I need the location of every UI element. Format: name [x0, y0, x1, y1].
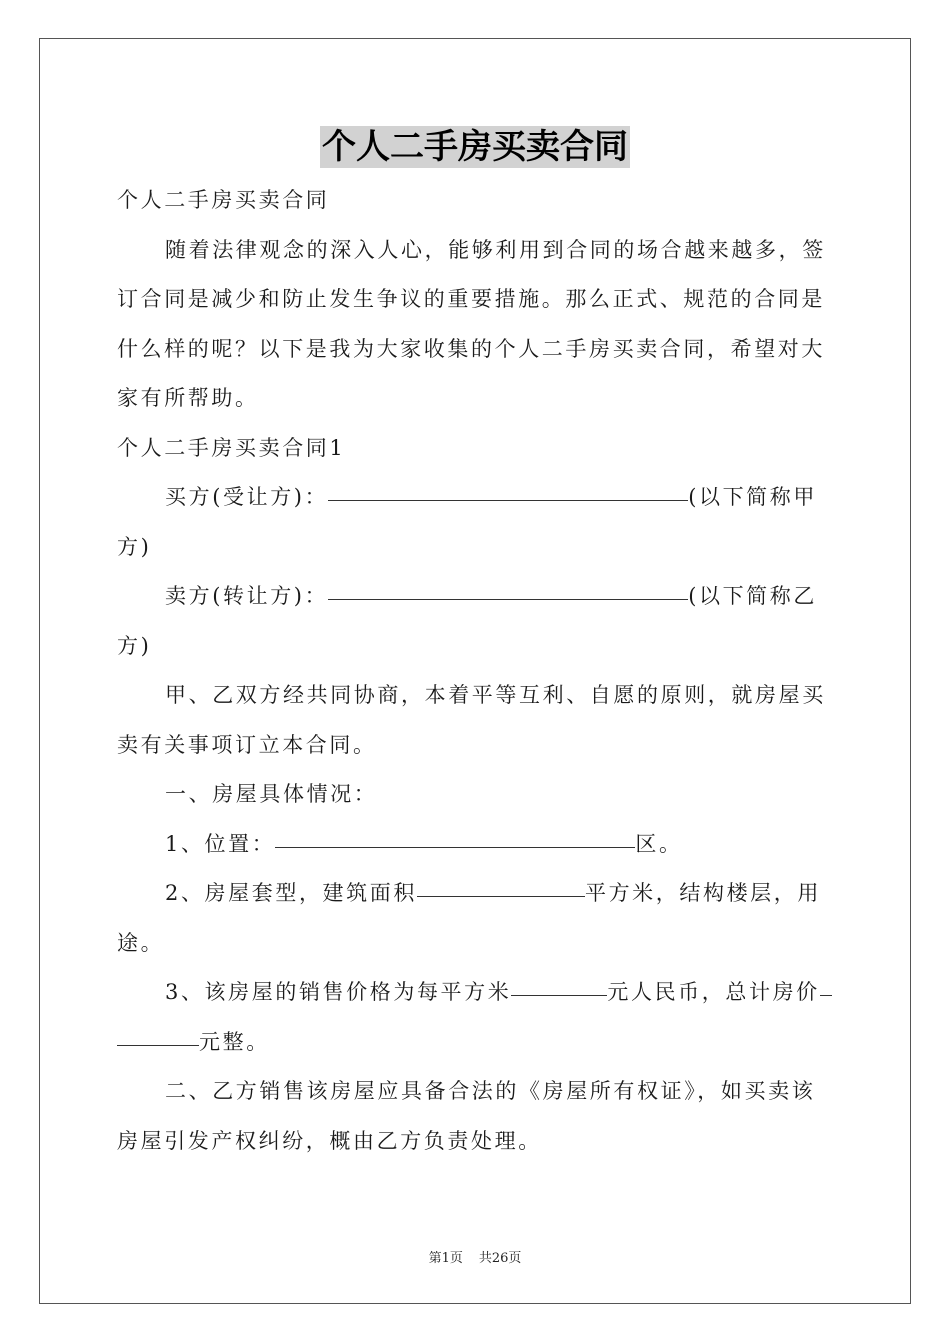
seller-line-end: 方): [117, 633, 152, 658]
page-total: 共26页: [478, 1251, 522, 1266]
seller-suffix: (以下简称乙: [688, 584, 817, 608]
area-line: [117, 869, 833, 919]
intro-line-2: 订合同是减少和防止发生争议的重要措施。那么正式、规范的合同是: [117, 287, 825, 311]
clause-2-line-1: 二、乙方销售该房屋应具备合法的《房屋所有权证》，如买卖该: [165, 1079, 816, 1103]
intro-line-4: 家有所帮助。: [117, 386, 259, 410]
location-suffix: 区。: [635, 831, 683, 856]
document-body: [117, 176, 833, 1166]
location-blank: [275, 846, 635, 848]
total-blank: [117, 1044, 199, 1046]
buyer-blank: [328, 499, 688, 501]
area-label: 2、房屋套型，建筑面积: [165, 881, 417, 905]
clause-2-line-2: 房屋引发产权纠纷，概由乙方负责处理。: [117, 1128, 542, 1153]
price-line: [117, 968, 833, 1018]
buyer-suffix: (以下简称甲: [688, 485, 817, 509]
price-blank: [511, 994, 607, 996]
intro-line-1: 随着法律观念的深入人心，能够利用到合同的场合越来越多，签: [165, 237, 826, 262]
seller-line: [117, 572, 833, 622]
buyer-line: [117, 473, 833, 523]
location-label: 1、位置：: [165, 831, 276, 856]
location-line: [117, 820, 833, 870]
buyer-label: 买方(受让方)：: [165, 485, 329, 509]
price-suffix: 元人民币，总计房价: [607, 980, 820, 1004]
page-footer: [0, 1247, 950, 1266]
agreement-line-1: 甲、乙双方经共同协商，本着平等互利、自愿的原则，就房屋买: [165, 683, 826, 707]
agreement-line-2: 卖有关事项订立本合同。: [117, 732, 377, 757]
section-heading: 个人二手房买卖合同1: [117, 435, 346, 460]
page-number: 第1页: [428, 1251, 463, 1266]
price-label: 3、该房屋的销售价格为每平方米: [165, 980, 512, 1004]
area-blank: [417, 895, 585, 897]
total-blank-start: [820, 994, 832, 996]
document-title: 个人二手房买卖合同: [322, 127, 628, 167]
buyer-line-end: 方): [117, 534, 152, 559]
area-line-end: 途。: [117, 930, 165, 955]
clause-1-heading: 一、房屋具体情况：: [165, 782, 378, 806]
total-suffix: 元整。: [199, 1029, 270, 1054]
subtitle-line: 个人二手房买卖合同: [117, 188, 330, 212]
area-suffix: 平方米，结构楼层，用: [584, 881, 821, 905]
seller-label: 卖方(转让方)：: [165, 584, 329, 608]
intro-line-3: 什么样的呢？以下是我为大家收集的个人二手房买卖合同，希望对大: [117, 336, 825, 361]
title-wrap: [0, 126, 950, 168]
price-line-end: [117, 1018, 833, 1068]
seller-blank: [328, 598, 688, 600]
